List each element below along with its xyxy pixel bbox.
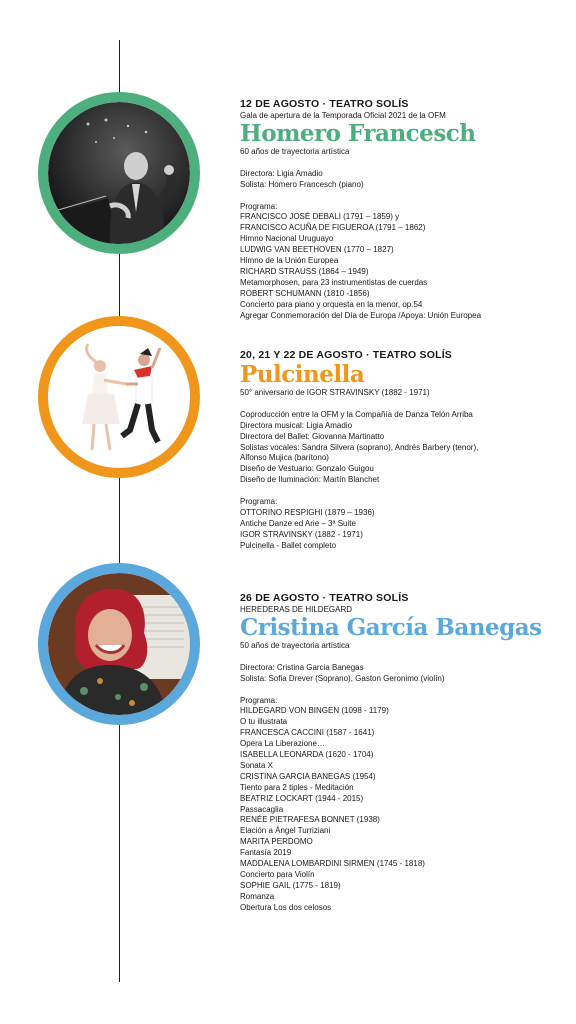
credit-line: Directora musical: Ligia Amadio	[240, 420, 353, 430]
event-homero-francesch	[240, 98, 560, 321]
program-line: SOPHIE GAIL (1775 - 1819)	[240, 880, 341, 890]
program-line: BEATRIZ LOCKART (1944 - 2015)	[240, 793, 364, 803]
program-line: Obertura Los dos celosos	[240, 902, 332, 912]
credit-line: Diseño de Vestuario: Gonzalo Guigou	[240, 464, 374, 474]
program-line: IGOR STRAVINSKY (1882 - 1971)	[240, 529, 363, 539]
program-line: ROBERT SCHUMANN (1810 -1856)	[240, 288, 370, 298]
event-program	[240, 706, 560, 913]
program-line: Concierto para piano y orquesta en la menor, op.54	[240, 299, 423, 309]
event-photo-pulcinella	[38, 316, 200, 478]
program-line: CRISTINA GARCIA BANEGAS (1954)	[240, 771, 376, 781]
credit-line: Solista: Homero Francesch (piano)	[240, 179, 364, 189]
event-date: 26 DE AGOSTO · TEATRO SOLÍS	[240, 592, 409, 604]
program-line: FRANCISCO JOSÉ DEBALI (1791 – 1859) y	[240, 212, 400, 222]
credit-line: Diseño de Iluminación: Martín Blanchet	[240, 475, 380, 485]
program-line: LUDWIG VAN BEETHOVEN (1770 – 1827)	[240, 245, 394, 255]
program-line: OTTORINO RESPIGHI (1879 – 1936)	[240, 507, 375, 517]
event-credits	[240, 410, 560, 486]
event-pulcinella	[240, 349, 560, 552]
portrait-photo	[48, 573, 190, 715]
program-line: Metamorphosen, para 23 instrumentistas de cuerdas	[240, 277, 428, 287]
event-credits	[240, 169, 560, 191]
program-label: Programa:	[240, 201, 278, 211]
event-tagline: 50° aniversario de IGOR STRAVINSKY (1882 - 1971)	[240, 388, 430, 397]
program-line: HILDEGARD VON BINGEN (1098 - 1179)	[240, 706, 389, 716]
program-line: RICHARD STRAUSS (1864 – 1949)	[240, 266, 369, 276]
program-label: Programa:	[240, 695, 278, 705]
program-line: O tu illustrata	[240, 717, 288, 727]
event-cristina-garcia-banegas	[240, 592, 560, 914]
program-line: Romanza	[240, 891, 275, 901]
event-program	[240, 212, 560, 321]
event-program	[240, 508, 560, 552]
credit-line: Directora: Ligia Amadio	[240, 168, 323, 178]
credit-line: Coproducción entre la OFM y la Compañía de Danza Telón Arriba	[240, 409, 473, 419]
event-tagline: 50 años de trayectoria artística	[240, 641, 350, 650]
credit-line: Directora del Ballet: Giovanna Martinatto	[240, 431, 385, 441]
program-line: MARITA PERDOMO	[240, 837, 313, 847]
event-subtitle: HEREDERAS DE HILDEGARD	[240, 605, 353, 614]
program-line: Tiento para 2 tiples - Meditación	[240, 782, 354, 792]
program-line: Concierto para Violín	[240, 870, 315, 879]
program-line: FRANCISCO ACUÑA DE FIGUEROA (1791 – 1862)	[240, 223, 426, 233]
event-title: Pulcinella	[240, 361, 365, 388]
event-photo-cristina-garcia-banegas	[38, 563, 200, 725]
pianist-photo	[48, 102, 190, 244]
program-line: Himno Nacional Uruguayo	[240, 234, 334, 244]
program-line: Passacaglia	[240, 804, 284, 814]
program-line: ISABELLA LEONARDA (1620 - 1704)	[240, 750, 374, 760]
event-photo-homero-francesch	[38, 92, 200, 254]
program-line: Sonata X	[240, 760, 273, 770]
event-title: Cristina García Banegas	[240, 614, 542, 641]
credit-line: Alfonso Mujica (barítono)	[240, 453, 329, 463]
credit-line: Solistas vocales: Sandra Silvera (soprano), Andrés Barbery (tenor),	[240, 442, 479, 452]
program-line: Fantasía 2019	[240, 848, 292, 858]
program-line: RENÉE PIETRAFESA BONNET (1938)	[240, 815, 380, 825]
program-line: MADDALENA LOMBARDINI SIRMEN (1745 - 1818)	[240, 859, 425, 869]
event-title: Homero Francesch	[240, 120, 476, 147]
program-line: Agregar Conmemoración del Día de Europa /Apoya: Unión Europea	[240, 310, 482, 320]
event-tagline: 60 años de trayectoria artística	[240, 147, 350, 156]
program-label: Programa:	[240, 497, 278, 507]
program-line: Antiche Danze ed Arie – 3ª Suite	[240, 518, 356, 528]
event-subtitle: Gala de apertura de la Temporada Oficial 2021 de la OFM	[240, 111, 446, 120]
program-line: Himno de la Unión Europea	[240, 256, 339, 266]
program-line: Elación a Ángel Turriziani	[240, 826, 331, 836]
dancers-photo	[48, 326, 190, 468]
credit-line: Solista: Sofia Drever (Soprano), Gaston Geronimo (violín)	[240, 673, 445, 683]
event-date: 20, 21 Y 22 DE AGOSTO · TEATRO SOLÍS	[240, 349, 453, 361]
event-credits	[240, 663, 560, 685]
event-date: 12 DE AGOSTO · TEATRO SOLÍS	[240, 98, 409, 110]
credit-line: Directora: Cristina Garcia Banegas	[240, 662, 364, 672]
program-line: Opera La Liberazione…	[240, 739, 325, 749]
program-line: FRANCESCA CACCINI (1587 - 1641)	[240, 728, 375, 738]
program-line: Pulcinella - Ballet completo	[240, 540, 337, 550]
